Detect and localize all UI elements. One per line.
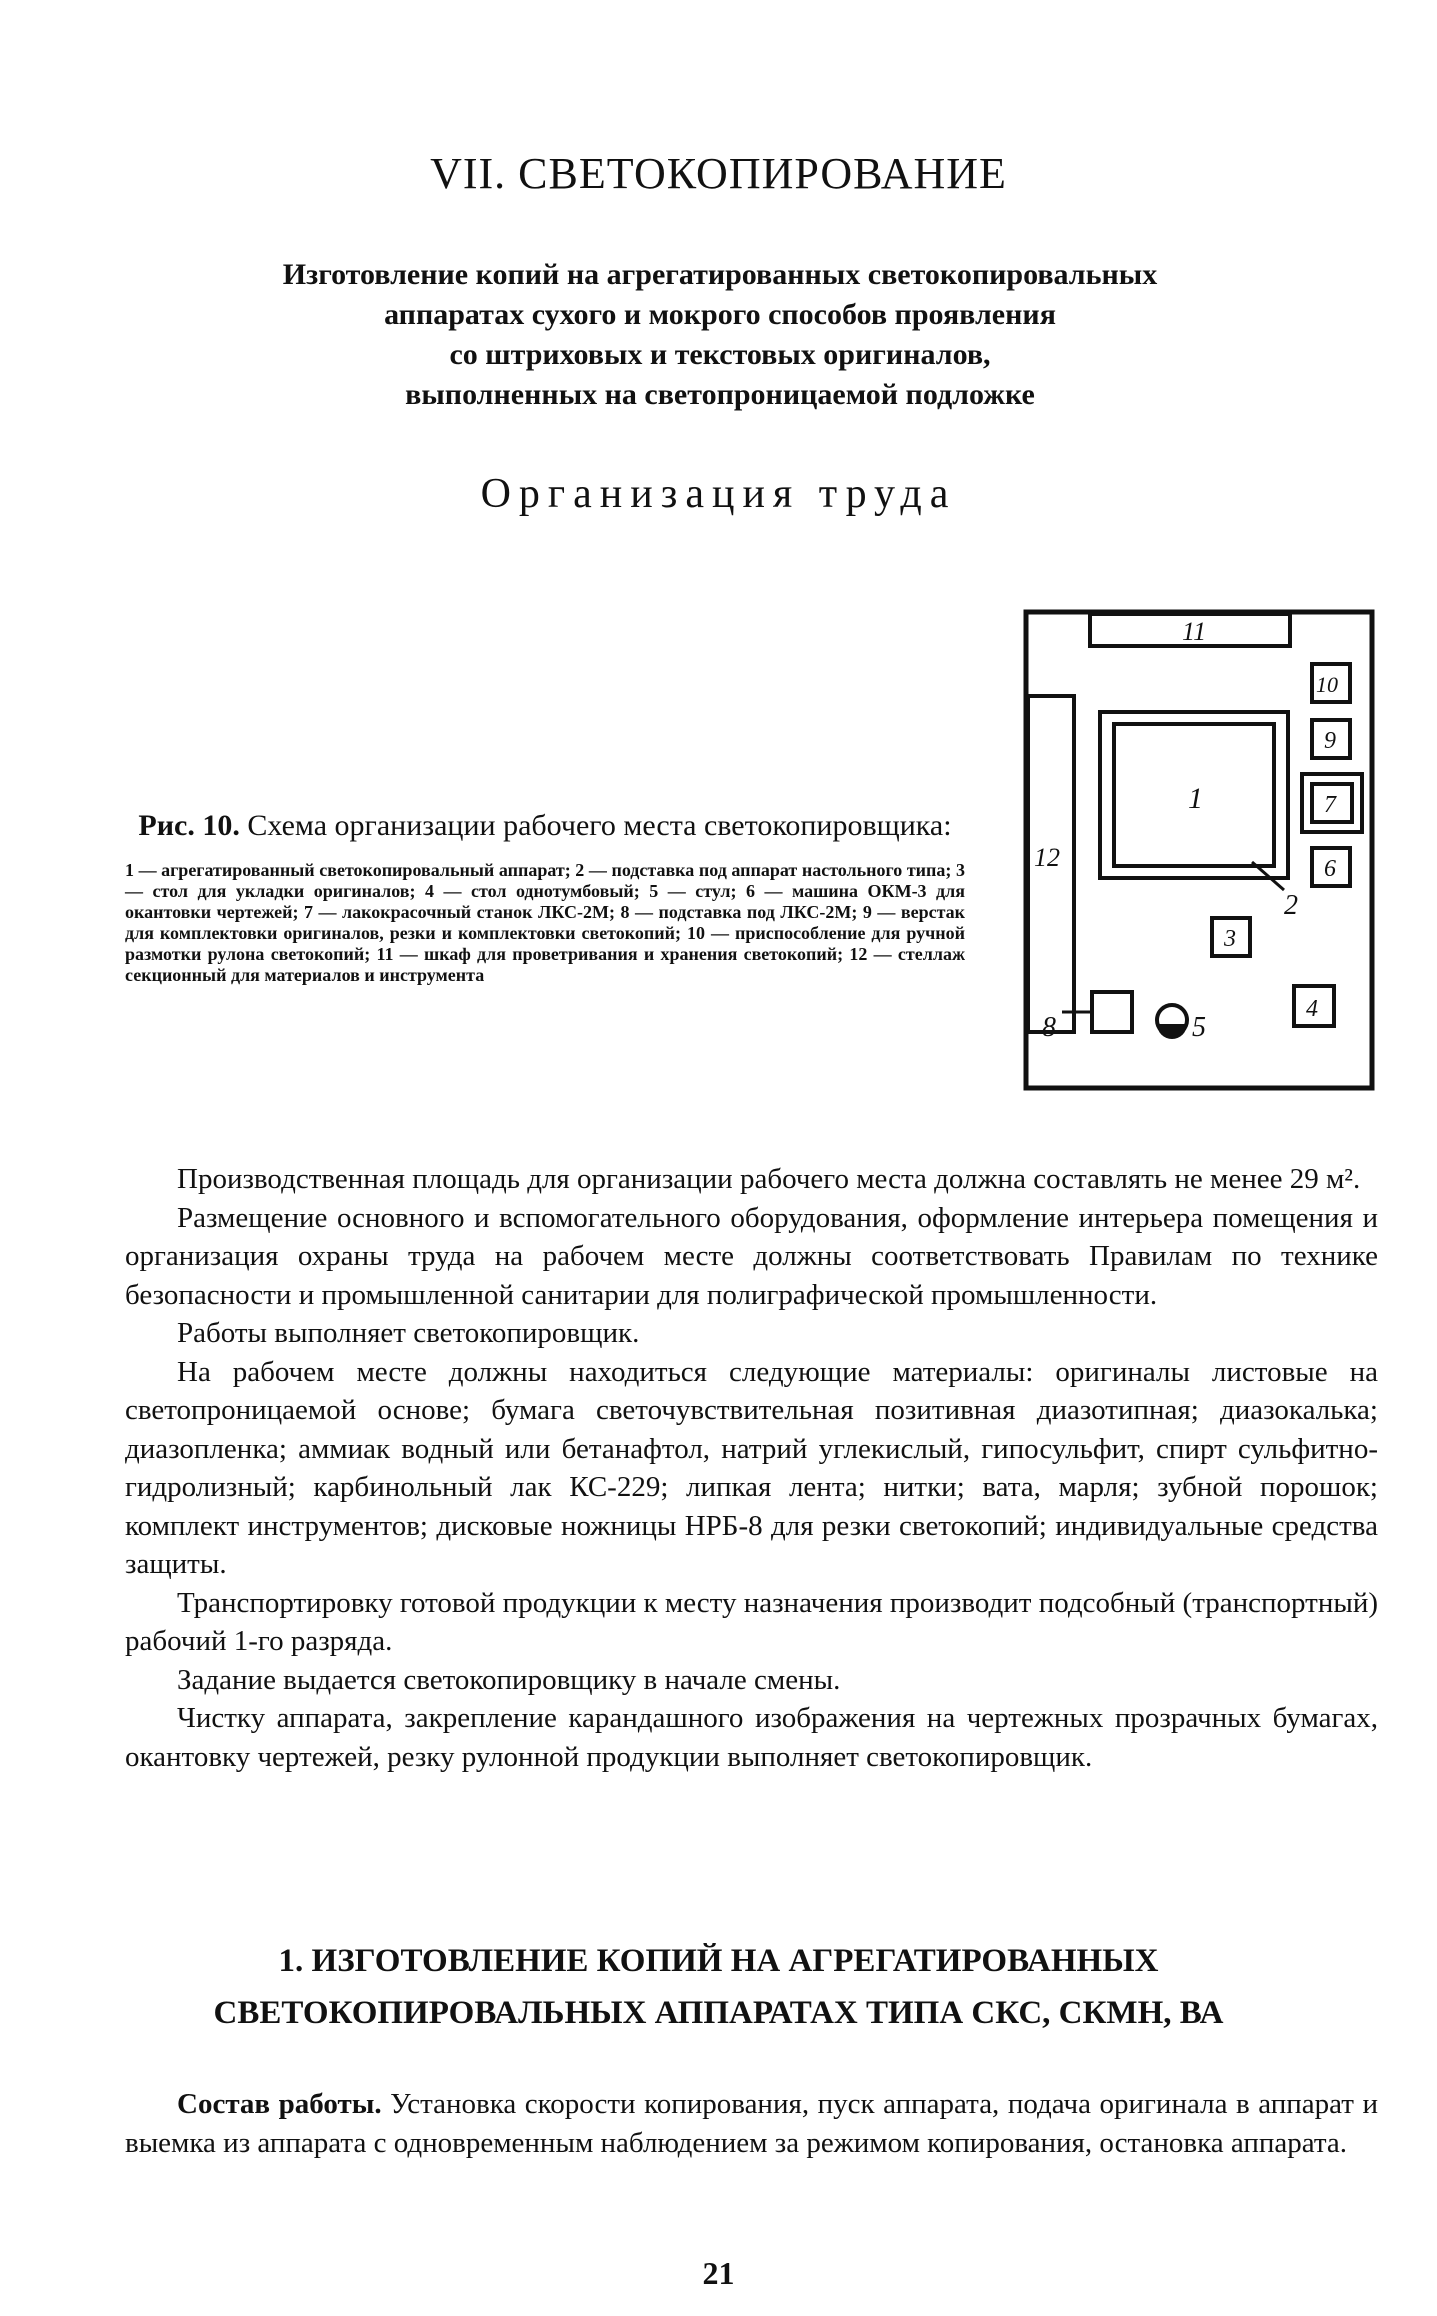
section-heading-line: СВЕТОКОПИРОВАЛЬНЫХ АППАРАТАХ ТИПА СКС, СКМН, ВА xyxy=(213,1995,1224,2031)
label-1: 1 xyxy=(1188,782,1203,815)
subtitle-line: со штриховых и текстовых оригиналов, xyxy=(449,338,991,371)
paragraph: Чистку аппарата, закрепление карандашного изображения на чертежных прозрачных бумагах, окантовку чертежей, резку рулонной продукции выполняет светокопировщик. xyxy=(125,1702,1378,1773)
label-2: 2 xyxy=(1284,890,1298,921)
subtitle xyxy=(160,255,1280,415)
workplace-diagram xyxy=(1022,608,1376,1092)
label-3: 3 xyxy=(1224,926,1236,952)
label-6: 6 xyxy=(1324,856,1336,882)
paragraph: Транспортировку готовой продукции к месту назначения производит подсобный (транспортный) рабочий 1-го разряда. xyxy=(125,1586,1378,1657)
chair-5-seat xyxy=(1157,1024,1187,1039)
label-5: 5 xyxy=(1192,1012,1206,1043)
section-heading xyxy=(0,1935,1437,2039)
paragraph: Размещение основного и вспомогательного оборудования, оформление интерьера помещения и организация охраны труда на рабочем месте должны соответствовать Правилам по технике безопасности и промышленной санитарии для полиграфической промышленности. xyxy=(125,1201,1378,1311)
section-heading-line: 1. ИЗГОТОВЛЕНИЕ КОПИЙ НА АГРЕГАТИРОВАННЫХ xyxy=(278,1943,1159,1979)
label-4: 4 xyxy=(1306,996,1318,1022)
work-text: Установка скорости копирования, пуск аппарата, подача оригинала в аппарат и выемка из аппарата с одновременным наблюдением за режимом копирования, остановка аппарата. xyxy=(125,2088,1378,2159)
label-12: 12 xyxy=(1034,843,1060,872)
body-text xyxy=(125,1160,1378,1776)
subtitle-line: выполненных на светопроницаемой подложке xyxy=(405,378,1035,411)
caption-title xyxy=(125,810,965,842)
caption-prefix: Рис. 10. xyxy=(138,809,240,842)
chapter-title: VII. СВЕТОКОПИРОВАНИЕ xyxy=(430,149,1007,198)
figure-legend: 1 — агрегатированный светокопировальный аппарат; 2 — подставка под аппарат настольного типа; 3 — стол для укладки оригиналов; 4 — стол однотумбовый; 5 — стул; 6 — машина ОКМ-3 для окантовки чертежей; 7 — лакокрасочный станок ЛКС-2М; 8 — подставка под ЛКС-2М; 9 — верстак для комплектовки оригиналов, резки и комплектовки светокопий; 10 — приспособление для ручной размотки рулона светокопий; 11 — шкаф для проветривания и хранения светокопий; 12 — стеллаж секционный для материалов и инструмента xyxy=(125,860,965,985)
paragraph: Производственная площадь для организации рабочего места должна составлять не менее 29 м². xyxy=(177,1163,1361,1195)
caption-text: Схема организации рабочего места светокопировщика: xyxy=(247,809,952,842)
stand-8 xyxy=(1092,992,1132,1032)
paragraph: Работы выполняет светокопировщик. xyxy=(177,1317,640,1349)
subtitle-line: аппаратах сухого и мокрого способов проявления xyxy=(384,298,1056,331)
label-10: 10 xyxy=(1316,672,1338,697)
subtitle-line: Изготовление копий на агрегатированных светокопировальных xyxy=(282,258,1158,291)
label-7: 7 xyxy=(1324,792,1336,818)
figure-caption xyxy=(125,810,965,986)
page-number: 21 xyxy=(702,2255,735,2291)
paragraph: На рабочем месте должны находиться следующие материалы: оригиналы листовые на светопроницаемой основе; бумага светочувствительная позитивная диазотипная; диазокалька; диазопленка; аммиак водный или бетанафтол, натрий углекислый, гипосульфит, спирт сульфитно-гидролизный; карбинольный лак КС-229; липкая лента; нитки; вата, марля; зубной порошок; комплект инструментов; дисковые ножницы НРБ-8 для резки светокопий; индивидуальные средства защиты. xyxy=(125,1355,1378,1580)
paragraph: Задание выдается светокопировщику в начале смены. xyxy=(177,1663,841,1696)
work-composition xyxy=(125,2085,1378,2162)
section-label: Организация труда xyxy=(480,471,957,517)
label-11: 11 xyxy=(1182,617,1207,646)
label-9: 9 xyxy=(1324,728,1336,754)
label-8: 8 xyxy=(1042,1012,1056,1043)
work-label: Состав работы. xyxy=(177,2088,382,2120)
